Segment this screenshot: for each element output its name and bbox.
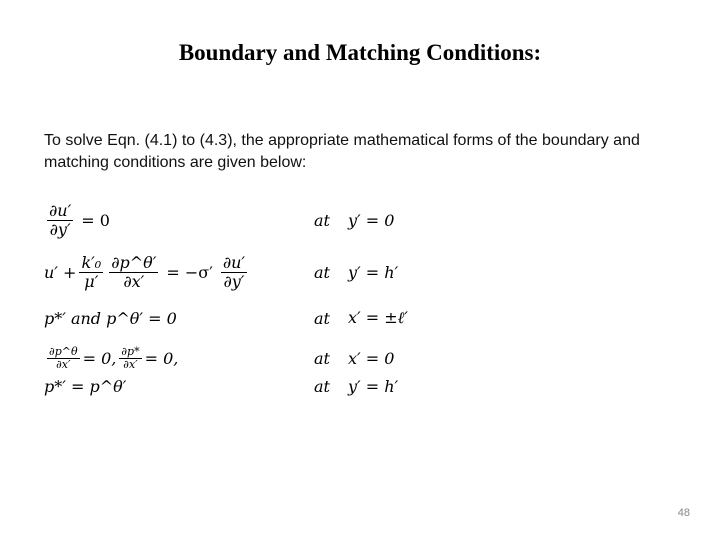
fraction-denominator: ∂x′: [56, 357, 71, 371]
equation-row-5: [44, 366, 664, 406]
equation-text: = 0,: [144, 348, 179, 368]
page-number: 48: [677, 507, 690, 519]
fraction: [47, 202, 73, 239]
equation-5-condition: [314, 366, 398, 406]
fraction: [221, 254, 247, 291]
equation-1-condition: [314, 200, 394, 240]
equation-2-lhs: [44, 252, 250, 292]
slide-title: Boundary and Matching Conditions:: [178, 40, 542, 65]
fraction-numerator: ∂u′: [49, 200, 72, 220]
at-label: at: [314, 376, 330, 396]
fraction-numerator: ∂u′: [222, 252, 246, 272]
fraction-denominator: ∂y′: [223, 271, 245, 291]
fraction-numerator: ∂p^θ′: [111, 252, 157, 272]
condition-text: x′ = ±ℓ′: [347, 308, 408, 327]
intro-text: To solve Eqn. (4.1) to (4.3), the appropriate mathematical forms of the boundary and matching conditions are given below:: [44, 132, 640, 171]
fraction-denominator: ∂x′: [123, 271, 145, 291]
equation-3-condition: [314, 298, 408, 338]
equation-text: p*′ = p^θ′: [44, 376, 127, 396]
fraction-numerator: ∂p*: [121, 344, 140, 358]
equation-1-lhs: [44, 200, 115, 240]
equation-2-condition: [314, 252, 398, 292]
fraction: [79, 254, 103, 291]
condition-text: y′ = h′: [347, 376, 399, 396]
fraction-numerator: ∂p^θ: [49, 344, 78, 358]
equation-text: u′ +: [44, 262, 77, 282]
equation-row-2: [44, 252, 664, 292]
fraction-denominator: μ′: [84, 271, 99, 291]
at-label: at: [314, 308, 330, 328]
at-label: at: [314, 262, 330, 282]
equation-5-lhs: [44, 366, 126, 406]
at-label: at: [314, 348, 330, 368]
equation-row-1: [44, 200, 664, 240]
equation-row-3: [44, 298, 664, 338]
equation-3-lhs: [44, 298, 177, 338]
condition-text: x′ = 0: [347, 348, 395, 368]
equation-text: = 0: [81, 210, 110, 230]
condition-text: y′ = h′: [347, 262, 399, 282]
fraction-denominator: ∂x′: [123, 357, 138, 371]
at-label: at: [314, 210, 330, 230]
fraction-denominator: ∂y′: [49, 219, 71, 239]
fraction-numerator: k′₀: [81, 252, 102, 272]
equation-text: = 0,: [82, 348, 117, 368]
equation-text: = −σ′: [166, 262, 213, 282]
fraction: [109, 254, 158, 291]
equation-text: p*′ and p^θ′ = 0: [44, 308, 177, 328]
condition-text: y′ = 0: [347, 210, 395, 230]
